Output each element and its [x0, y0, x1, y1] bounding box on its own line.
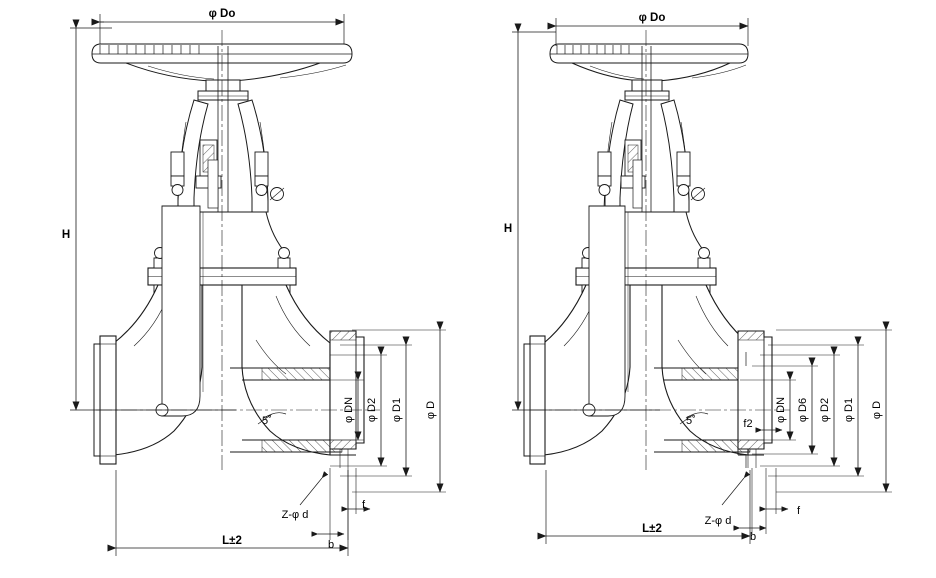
label-raised-face: φ D2 [819, 397, 831, 423]
valve-assembly-right [524, 44, 772, 468]
label-handwheel-dia: φ Do [208, 8, 236, 20]
dim-flange-thk-right [740, 468, 766, 543]
label-bolt-holes: Z-φ d [281, 509, 309, 521]
label-face-to-face: L±2 [642, 523, 662, 535]
label-bore: φ DN [343, 396, 355, 424]
dim-handwheel-dia-right [556, 12, 748, 46]
label-height: H [503, 223, 513, 235]
label-face-height: f [797, 505, 801, 517]
label-flange-od: φ D [425, 400, 437, 420]
dim-bolt-holes-right [705, 478, 744, 527]
dim-flange-thk-left [318, 468, 348, 551]
label-flange-thk: b [749, 531, 757, 543]
dim-face-height-right [766, 468, 801, 517]
dim-face-to-face-right [546, 470, 750, 544]
label-bolt-holes: Z-φ d [704, 515, 732, 527]
right-view [504, 12, 892, 544]
dim-face-height-left [348, 468, 370, 514]
dim-bolt-holes-left [282, 478, 322, 521]
label-raised-face: φ D2 [366, 397, 378, 423]
label-taper-angle: 5˚ [262, 415, 272, 427]
label-bolt-circle: φ D1 [843, 397, 855, 423]
label-bolt-circle: φ D1 [391, 397, 403, 423]
label-height: H [61, 229, 71, 241]
label-face-to-face: L±2 [222, 535, 242, 547]
label-bore: φ DN [775, 396, 787, 424]
label-face-height: f [362, 499, 366, 511]
valve-assembly-left [92, 44, 364, 468]
label-handwheel-dia: φ Do [638, 12, 666, 24]
label-flange-thk: b [327, 539, 335, 551]
left-view [62, 8, 446, 556]
dim-face-to-face-left [116, 470, 348, 556]
label-flange-od: φ D [871, 400, 883, 420]
label-ring-groove: φ D6 [797, 397, 809, 423]
label-taper-angle: 5˚ [686, 415, 696, 427]
label-groove-height: f2 [743, 418, 753, 430]
